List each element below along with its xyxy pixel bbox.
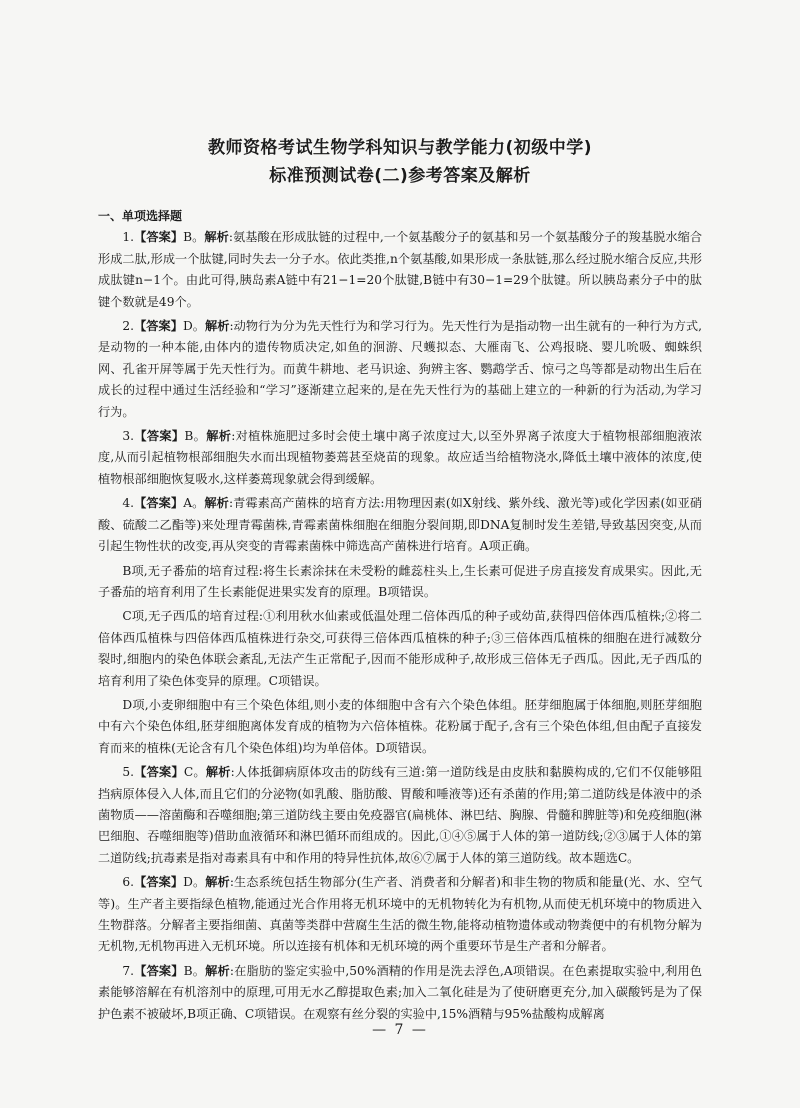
- answer-value: B: [183, 230, 193, 245]
- answer-label: 答案: [146, 230, 171, 245]
- analysis-label: 解析: [204, 496, 229, 511]
- item-text: 对植株施肥过多时会使土壤中离子浓度过大,以至外界离子浓度大于植物根部细胞液浓度,从而引起植物根部细胞失水而出现植物萎蔫甚至烧苗的现象。故应适当给植物浇水,降低土壤中液体的浓度,使植物根部细胞恢复吸水,这样萎蔫现象就会得到缓解。: [98, 429, 703, 486]
- page-number: — 7 —: [372, 1022, 428, 1038]
- answer-item-1: 1.【答案】B。解析:氨基酸在形成肽链的过程中,一个氨基酸分子的氨基和另一个氨基酸分子的羧基脱水缩合形成二肽,形成一个肽键,同时失去一分子水。依此类推,n个氨基酸,如果形成一条肽链,那么经过脱水缩合反应,共形成肽键n−1个。由此可得,胰岛素A链中有21−1=20个肽键,B链中有30−1=29个肽键。所以胰岛素分子中的肽键个数就是49个。: [98, 230, 703, 309]
- answer-value: D: [182, 319, 193, 334]
- document-title: 教师资格考试生物学科知识与教学能力(初级中学): [207, 138, 593, 158]
- item-number: 2.: [122, 319, 135, 334]
- analysis-label: 解析: [206, 429, 232, 444]
- answer-value: B: [183, 963, 193, 978]
- answer-value: C: [183, 765, 194, 780]
- item-number: 5.: [122, 765, 135, 780]
- answer-label: 答案: [146, 496, 171, 511]
- item-text: 在脂肪的鉴定实验中,50%酒精的作用是洗去浮色,A项错误。在色素提取实验中,利用色素能够溶解在有机溶剂中的原理,可用无水乙醇提取色素;加入二氧化硅是为了使研磨更充分,加入碳酸钙是为了保护色素不被破坏,B项正确、C项错误。在观察有丝分裂的实验中,15%酒精与95%盐酸构成解离: [98, 963, 703, 1021]
- answer-label: 答案: [146, 963, 172, 978]
- item-text: 生态系统包括生物部分(生产者、消费者和分解者)和非生物的物质和能量(光、水、空气等)。生产者主要指绿色植物,能通过光合作用将无机环境中的无机物转化为有机物,从而使无机环境中的物质进入生物群落。分解者主要指细菌、真菌等类群中营腐生生活的微生物,能将动植物遗体或动物粪便中的有机物分解为无机物,无机物再进入无机环境。所以连接有机体和无机环境的两个重要环节是生产者和分解者。: [98, 875, 703, 954]
- item-text: 人体抵御病原体攻击的防线有三道:第一道防线是由皮肤和黏膜构成的,它们不仅能够阻挡病原体侵入人体,而且它们的分泌物(如乳酸、脂肪酸、胃酸和唾液等)还有杀菌的作用;第二道防线是体液中的杀菌物质——溶菌酶和吞噬细胞;第三道防线主要由免疫器官(扁桃体、淋巴结、胸腺、骨髓和脾脏等)和免疫细胞(淋巴细胞、吞噬细胞等)借助血液循环和淋巴循环而组成的。因此,①④⑤属于人体的第一道防线;②③属于人体的第二道防线;抗毒素是指对毒素具有中和作用的特异性抗体,故⑥⑦属于人体的第三道防线。故本题选C。: [98, 765, 703, 865]
- answer-item-4-option-b: B项,无子番茄的培育过程:将生长素涂抹在未受粉的雌蕊柱头上,生长素可促进子房直接发育成果实。因此,无子番茄的培育利用了生长素能促进果实发育的原理。B项错误。: [98, 563, 702, 599]
- answer-item-6: 6.【答案】D。解析:生态系统包括生物部分(生产者、消费者和分解者)和非生物的物质和能量(光、水、空气等)。生产者主要指绿色植物,能通过光合作用将无机环境中的无机物转化为有机物,从而使无机环境中的物质进入生物群落。分解者主要指细菌、真菌等类群中营腐生生活的微生物,能将动植物遗体或动物粪便中的有机物分解为无机物,无机物再进入无机环境。所以连接有机体和无机环境的两个重要环节是生产者和分解者。: [98, 875, 703, 954]
- answer-item-4-option-d: D项,小麦卵细胞中有三个染色体组,则小麦的体细胞中含有六个染色体组。胚芽细胞属于体细胞,则胚芽细胞中有六个染色体组,胚芽细胞离体发育成的植物为六倍体植株。花粉属于配子,含有三个染色体组,但由配子直接发育而来的植株(无论含有几个染色体组)均为单倍体。D项错误。: [98, 697, 702, 755]
- answer-item-3: 3.【答案】B。解析:对植株施肥过多时会使土壤中离子浓度过大,以至外界离子浓度大于植物根部细胞液浓度,从而引起植物根部细胞失水而出现植物萎蔫甚至烧苗的现象。故应适当给植物浇水,降低土壤中液体的浓度,使植物根部细胞恢复吸水,这样萎蔫现象就会得到缓解。: [98, 429, 703, 486]
- item-text: 青霉素高产菌株的培育方法:用物理因素(如X射线、紫外线、激光等)或化学因素(如亚硝酸、硫酸二乙酯等)来处理青霉菌株,青霉素菌株细胞在细胞分裂间期,即DNA复制时发生差错,导致基因突变,从而引起生物性状的改变,再从突变的青霉素菌株中筛选高产菌株进行培育。A项正确。: [98, 496, 703, 554]
- analysis-label: 解析: [205, 319, 230, 334]
- item-number: 7.: [122, 963, 135, 978]
- answer-label: 答案: [146, 429, 172, 444]
- answer-value: D: [183, 875, 193, 890]
- answer-tag: 【答案】: [134, 429, 185, 444]
- analysis-label: 解析: [205, 875, 230, 890]
- answer-tag: 【答案】: [134, 230, 184, 245]
- item-number: 6.: [122, 875, 135, 890]
- answer-tag: 【答案】: [134, 765, 184, 780]
- answer-item-7: 7.【答案】B。解析:在脂肪的鉴定实验中,50%酒精的作用是洗去浮色,A项错误。在色素提取实验中,利用色素能够溶解在有机溶剂中的原理,可用无水乙醇提取色素;加入二氧化硅是为了使研磨更充分,加入碳酸钙是为了保护色素不被破坏,B项正确、C项错误。在观察有丝分裂的实验中,15%酒精与95%盐酸构成解离: [98, 963, 703, 1021]
- item-number: 3.: [122, 429, 135, 444]
- analysis-label: 解析: [205, 765, 231, 780]
- answer-tag: 【答案】: [134, 963, 184, 978]
- answer-tag: 【答案】: [134, 875, 184, 890]
- answer-item-4-option-c: C项,无子西瓜的培育过程:①利用秋水仙素或低温处理二倍体西瓜的种子或幼苗,获得四倍体西瓜植株;②将二倍体西瓜植株与四倍体西瓜植株进行杂交,可获得三倍体西瓜植株的种子;③三倍体西瓜植株的细胞在进行减数分裂时,细胞内的染色体联会紊乱,无法产生正常配子,因而不能形成种子,故形成三倍体无子西瓜。因此,无子西瓜的培育利用了染色体变异的原理。C项错误。: [98, 609, 702, 688]
- item-text: 动物行为分为先天性行为和学习行为。先天性行为是指动物一出生就有的一种行为方式,是动物的一种本能,由体内的遗传物质决定,如鱼的洄游、尺蠖拟态、大雁南飞、公鸡报晓、婴儿吮吸、蜘蛛织网、孔雀开屏等属于先天性行为。而黄牛耕地、老马识途、狗辨主客、鹦鹉学舌、惊弓之鸟等都是动物出生后在成长的过程中通过生活经验和“学习”逐渐建立起来的,是在先天性行为的基础上建立的一种新的行为活动,为学习行为。: [98, 319, 703, 419]
- answer-item-2: 2.【答案】D。解析:动物行为分为先天性行为和学习行为。先天性行为是指动物一出生就有的一种行为方式,是动物的一种本能,由体内的遗传物质决定,如鱼的洄游、尺蠖拟态、大雁南飞、公鸡报晓、婴儿吮吸、蜘蛛织网、孔雀开屏等属于先天性行为。而黄牛耕地、老马识途、狗辨主客、鹦鹉学舌、惊弓之鸟等都是动物出生后在成长的过程中通过生活经验和“学习”逐渐建立起来的,是在先天性行为的基础上建立的一种新的行为活动,为学习行为。: [98, 319, 703, 419]
- answer-label: 答案: [146, 765, 172, 780]
- answer-label: 答案: [146, 875, 171, 890]
- answer-label: 答案: [146, 319, 171, 334]
- answer-value: B: [184, 429, 194, 444]
- answer-tag: 【答案】: [134, 319, 183, 334]
- answer-content: [98, 206, 702, 1028]
- answer-tag: 【答案】: [134, 496, 184, 511]
- answer-item-5: 5.【答案】C。解析:人体抵御病原体攻击的防线有三道:第一道防线是由皮肤和黏膜构成的,它们不仅能够阻挡病原体侵入人体,而且它们的分泌物(如乳酸、脂肪酸、胃酸和唾液等)还有杀菌的作用;第二道防线是体液中的杀菌物质——溶菌酶和吞噬细胞;第三道防线主要由免疫器官(扁桃体、淋巴结、胸腺、骨髓和脾脏等)和免疫细胞(淋巴细胞、吞噬细胞等)借助血液循环和淋巴循环而组成的。因此,①④⑤属于人体的第一道防线;②③属于人体的第二道防线;抗毒素是指对毒素具有中和作用的特异性抗体,故⑥⑦属于人体的第三道防线。故本题选C。: [98, 765, 703, 865]
- analysis-label: 解析: [205, 963, 230, 978]
- item-number: 4.: [122, 496, 135, 511]
- item-number: 1.: [122, 230, 135, 245]
- answer-item-4: 4.【答案】A。解析:青霉素高产菌株的培育方法:用物理因素(如X射线、紫外线、激光等)或化学因素(如亚硝酸、硫酸二乙酯等)来处理青霉菌株,青霉素菌株细胞在细胞分裂间期,即DNA复制时发生差错,导致基因突变,从而引起生物性状的改变,再从突变的青霉素菌株中筛选高产菌株进行培育。A项正确。: [98, 496, 703, 554]
- item-text: 氨基酸在形成肽链的过程中,一个氨基酸分子的氨基和另一个氨基酸分子的羧基脱水缩合形成二肽,形成一个肽键,同时失去一分子水。依此类推,n个氨基酸,如果形成一条肽链,那么经过脱水缩合反应,共形成肽键n−1个。由此可得,胰岛素A链中有21−1=20个肽键,B链中有30−1=29个肽键。所以胰岛素分子中的肽键个数就是49个。: [98, 230, 703, 309]
- section-heading: 一、单项选择题: [98, 209, 183, 223]
- document-subtitle: 标准预测试卷(二)参考答案及解析: [269, 166, 531, 186]
- analysis-label: 解析: [204, 230, 229, 245]
- answer-value: A: [183, 496, 193, 511]
